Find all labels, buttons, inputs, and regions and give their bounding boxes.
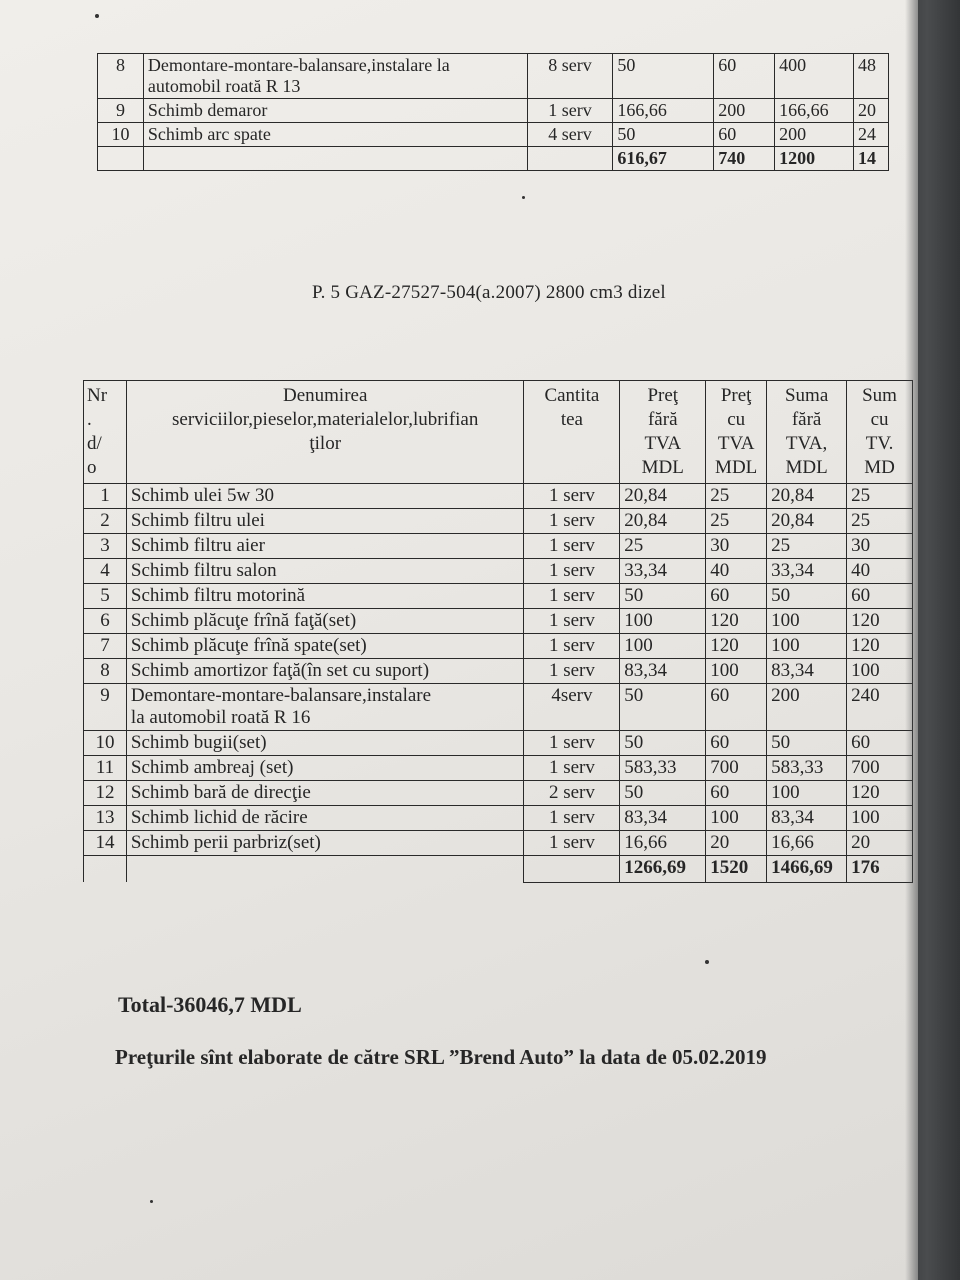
cell-sum-no-vat: 400 <box>775 54 854 99</box>
table-row <box>84 609 913 634</box>
cell-sum-vat: 20 <box>853 99 888 123</box>
table-row <box>84 509 913 534</box>
cell-empty <box>143 147 527 171</box>
total-sum-vat: 14 <box>853 147 888 171</box>
cell-sum-no-vat: 20,84 <box>767 484 847 509</box>
table-row <box>84 684 913 731</box>
item-name-line: Schimb ambreaj (set) <box>130 757 294 778</box>
cell-name <box>126 806 524 831</box>
cell-qty: 1 serv <box>524 756 620 781</box>
cell-price-no-vat: 50 <box>613 54 714 99</box>
item-name-line: Schimb filtru aier <box>130 535 265 556</box>
table-row <box>84 806 913 831</box>
cell-sum-vat: 25 <box>847 484 913 509</box>
cell-empty <box>524 856 620 883</box>
cell-sum-no-vat: 20,84 <box>767 509 847 534</box>
total-sum-no-vat: 1466,69 <box>767 856 847 883</box>
table-row <box>98 123 889 147</box>
cell-nr: 9 <box>98 99 144 123</box>
item-name-line: Schimb bugii(set) <box>130 732 267 753</box>
header-price-no-vat <box>620 381 706 484</box>
cell-price-no-vat: 20,84 <box>620 484 706 509</box>
total-price-vat: 1520 <box>706 856 767 883</box>
cell-sum-vat: 20 <box>847 831 913 856</box>
header-qty <box>524 381 620 484</box>
cell-nr: 2 <box>84 509 127 534</box>
cell-sum-no-vat: 25 <box>767 534 847 559</box>
cell-empty <box>98 147 144 171</box>
item-name-line: Schimb plăcuţe frînă spate(set) <box>130 635 367 656</box>
cell-price-no-vat: 100 <box>620 634 706 659</box>
header-line: Cantita <box>544 385 600 406</box>
cell-price-no-vat: 50 <box>620 781 706 806</box>
cell-price-no-vat: 50 <box>620 684 706 731</box>
cell-price-no-vat: 83,34 <box>620 659 706 684</box>
cell-price-no-vat: 100 <box>620 609 706 634</box>
header-line: Suma <box>784 385 829 406</box>
table-row <box>84 659 913 684</box>
previous-section-table <box>97 53 889 171</box>
header-line: cu <box>870 409 889 430</box>
cell-name <box>126 731 524 756</box>
cell-qty: 1 serv <box>524 806 620 831</box>
cell-name <box>126 484 524 509</box>
cell-nr: 9 <box>84 684 127 731</box>
cell-qty: 1 serv <box>524 659 620 684</box>
cell-name <box>126 756 524 781</box>
cell-sum-no-vat: 200 <box>775 123 854 147</box>
cell-price-no-vat: 20,84 <box>620 509 706 534</box>
item-name-line: la automobil roată R 16 <box>130 707 311 728</box>
cell-price-vat: 20 <box>706 831 767 856</box>
total-price-no-vat: 616,67 <box>613 147 714 171</box>
table-row <box>84 731 913 756</box>
header-line: tea <box>560 409 583 430</box>
header-line: MDL <box>715 457 758 478</box>
cell-nr: 10 <box>84 731 127 756</box>
cell-price-vat: 120 <box>706 609 767 634</box>
cell-qty: 4serv <box>524 684 620 731</box>
cell-price-vat: 60 <box>706 731 767 756</box>
item-name-line: Demontare-montare-balansare,instalare la <box>147 55 450 75</box>
page-edge-shadow <box>905 0 960 1280</box>
header-line: Sum <box>862 385 897 406</box>
table-row <box>84 831 913 856</box>
grand-total: Total-36046,7 MDL <box>118 992 302 1017</box>
cell-price-no-vat: 33,34 <box>620 559 706 584</box>
cell-sum-no-vat: 100 <box>767 781 847 806</box>
header-line: fără <box>647 409 678 430</box>
cell-price-no-vat: 50 <box>620 584 706 609</box>
header-line: d/ <box>87 433 102 454</box>
services-table-body <box>84 484 913 883</box>
header-line: MDL <box>641 457 684 478</box>
cell-qty: 4 serv <box>527 123 613 147</box>
cell-price-no-vat: 166,66 <box>613 99 714 123</box>
cell-sum-no-vat: 200 <box>767 684 847 731</box>
cell-name <box>126 509 524 534</box>
header-line: MDL <box>785 457 828 478</box>
cell-sum-vat: 48 <box>853 54 888 99</box>
cell-price-vat: 100 <box>706 659 767 684</box>
cell-sum-vat: 60 <box>847 584 913 609</box>
cell-price-vat: 200 <box>714 99 775 123</box>
cell-nr: 13 <box>84 806 127 831</box>
total-price-vat: 740 <box>714 147 775 171</box>
cell-nr: 4 <box>84 559 127 584</box>
item-name-line: Schimb plăcuţe frînă faţă(set) <box>130 610 357 631</box>
item-name-line: Schimb demaror <box>147 100 268 120</box>
cell-qty: 1 serv <box>524 731 620 756</box>
total-sum-no-vat: 1200 <box>775 147 854 171</box>
header-line: Denumirea <box>283 385 368 406</box>
cell-qty: 1 serv <box>524 559 620 584</box>
cell-price-vat: 700 <box>706 756 767 781</box>
cell-nr: 11 <box>84 756 127 781</box>
table-row <box>84 559 913 584</box>
cell-price-vat: 60 <box>714 54 775 99</box>
cell-sum-vat: 40 <box>847 559 913 584</box>
header-line: TV. <box>865 433 894 454</box>
cell-price-no-vat: 16,66 <box>620 831 706 856</box>
paper-speck <box>522 196 525 199</box>
cell-empty <box>527 147 613 171</box>
item-name-line: Schimb arc spate <box>147 124 271 144</box>
table-row <box>84 781 913 806</box>
section-title: P. 5 GAZ-27527-504(a.2007) 2800 cm3 dizel <box>312 282 666 303</box>
price-note: Preţurile sînt elaborate de către SRL ”Brend Auto” la data de 05.02.2019 <box>115 1045 767 1069</box>
cell-price-vat: 60 <box>706 781 767 806</box>
cell-empty <box>126 856 524 883</box>
cell-nr: 1 <box>84 484 127 509</box>
total-sum-vat: 176 <box>847 856 913 883</box>
cell-sum-vat: 100 <box>847 659 913 684</box>
cell-nr: 8 <box>98 54 144 99</box>
cell-qty: 1 serv <box>524 609 620 634</box>
cell-sum-vat: 120 <box>847 781 913 806</box>
cell-qty: 1 serv <box>524 584 620 609</box>
cell-nr: 14 <box>84 831 127 856</box>
cell-qty: 1 serv <box>524 534 620 559</box>
paper-speck <box>95 14 99 18</box>
header-line: cu <box>727 409 746 430</box>
header-line: o <box>87 457 97 478</box>
cell-sum-vat: 120 <box>847 609 913 634</box>
cell-name <box>143 54 527 99</box>
cell-name <box>143 99 527 123</box>
cell-price-vat: 120 <box>706 634 767 659</box>
cell-sum-no-vat: 83,34 <box>767 659 847 684</box>
cell-name <box>126 559 524 584</box>
totals-row <box>98 147 889 171</box>
cell-sum-no-vat: 100 <box>767 634 847 659</box>
header-sum-vat <box>847 381 913 484</box>
cell-qty: 8 serv <box>527 54 613 99</box>
header-line: Preţ <box>647 385 679 406</box>
table-row <box>84 484 913 509</box>
cell-price-vat: 25 <box>706 509 767 534</box>
cell-price-no-vat: 83,34 <box>620 806 706 831</box>
cell-sum-no-vat: 83,34 <box>767 806 847 831</box>
cell-price-vat: 30 <box>706 534 767 559</box>
cell-qty: 1 serv <box>524 831 620 856</box>
header-line: Nr <box>87 385 108 406</box>
item-name-line: automobil roată R 13 <box>147 76 301 96</box>
cell-name <box>126 684 524 731</box>
header-line: fără <box>791 409 822 430</box>
cell-name <box>126 634 524 659</box>
cell-sum-no-vat: 50 <box>767 584 847 609</box>
total-price-no-vat: 1266,69 <box>620 856 706 883</box>
header-line: serviciilor,pieselor,materialelor,lubrifian <box>172 409 479 430</box>
header-line: TVA, <box>785 433 828 454</box>
cell-price-no-vat: 583,33 <box>620 756 706 781</box>
header-line: Preţ <box>720 385 752 406</box>
cell-price-vat: 40 <box>706 559 767 584</box>
header-line: . <box>87 409 92 430</box>
table-row <box>84 756 913 781</box>
cell-sum-vat: 700 <box>847 756 913 781</box>
cell-sum-no-vat: 100 <box>767 609 847 634</box>
cell-name <box>143 123 527 147</box>
totals-row <box>84 856 913 883</box>
cell-sum-vat: 120 <box>847 634 913 659</box>
cell-price-no-vat: 50 <box>620 731 706 756</box>
cell-sum-no-vat: 583,33 <box>767 756 847 781</box>
paper-speck <box>705 960 709 964</box>
paper-speck <box>150 1200 153 1203</box>
header-sum-no-vat <box>767 381 847 484</box>
table-row <box>98 54 889 99</box>
cell-nr: 5 <box>84 584 127 609</box>
header-line: ţilor <box>309 433 342 454</box>
cell-nr: 7 <box>84 634 127 659</box>
table-header-row <box>84 381 913 484</box>
cell-qty: 2 serv <box>524 781 620 806</box>
cell-price-no-vat: 50 <box>613 123 714 147</box>
cell-nr: 3 <box>84 534 127 559</box>
cell-name <box>126 534 524 559</box>
cell-nr: 6 <box>84 609 127 634</box>
cell-price-no-vat: 25 <box>620 534 706 559</box>
previous-section-table-body <box>98 54 889 171</box>
item-name-line: Demontare-montare-balansare,instalare <box>130 685 432 706</box>
cell-nr: 8 <box>84 659 127 684</box>
item-name-line: Schimb amortizor faţă(în set cu suport) <box>130 660 430 681</box>
cell-sum-vat: 30 <box>847 534 913 559</box>
cell-qty: 1 serv <box>527 99 613 123</box>
table-row <box>98 99 889 123</box>
item-name-line: Schimb ulei 5w 30 <box>130 485 274 506</box>
cell-empty <box>84 856 127 883</box>
cell-sum-no-vat: 33,34 <box>767 559 847 584</box>
cell-nr: 12 <box>84 781 127 806</box>
table-row <box>84 584 913 609</box>
cell-name <box>126 584 524 609</box>
cell-price-vat: 100 <box>706 806 767 831</box>
cell-price-vat: 25 <box>706 484 767 509</box>
item-name-line: Schimb filtru ulei <box>130 510 265 531</box>
header-line: TVA <box>644 433 682 454</box>
item-name-line: Schimb perii parbriz(set) <box>130 832 321 853</box>
cell-nr: 10 <box>98 123 144 147</box>
cell-name <box>126 831 524 856</box>
cell-name <box>126 781 524 806</box>
cell-qty: 1 serv <box>524 509 620 534</box>
cell-name <box>126 659 524 684</box>
table-row <box>84 634 913 659</box>
header-name <box>126 381 524 484</box>
cell-sum-no-vat: 16,66 <box>767 831 847 856</box>
cell-qty: 1 serv <box>524 484 620 509</box>
item-name-line: Schimb filtru motorină <box>130 585 306 606</box>
header-line: MD <box>864 457 895 478</box>
item-name-line: Schimb bară de direcţie <box>130 782 311 803</box>
cell-sum-vat: 25 <box>847 509 913 534</box>
cell-price-vat: 60 <box>706 684 767 731</box>
cell-qty: 1 serv <box>524 634 620 659</box>
cell-sum-no-vat: 50 <box>767 731 847 756</box>
header-price-vat <box>706 381 767 484</box>
services-price-table <box>83 380 913 883</box>
item-name-line: Schimb lichid de răcire <box>130 807 308 828</box>
cell-price-vat: 60 <box>706 584 767 609</box>
header-line: TVA <box>717 433 755 454</box>
cell-name <box>126 609 524 634</box>
cell-sum-vat: 24 <box>853 123 888 147</box>
cell-price-vat: 60 <box>714 123 775 147</box>
cell-sum-vat: 240 <box>847 684 913 731</box>
cell-sum-vat: 100 <box>847 806 913 831</box>
item-name-line: Schimb filtru salon <box>130 560 277 581</box>
table-row <box>84 534 913 559</box>
header-nr <box>84 381 127 484</box>
cell-sum-vat: 60 <box>847 731 913 756</box>
cell-sum-no-vat: 166,66 <box>775 99 854 123</box>
